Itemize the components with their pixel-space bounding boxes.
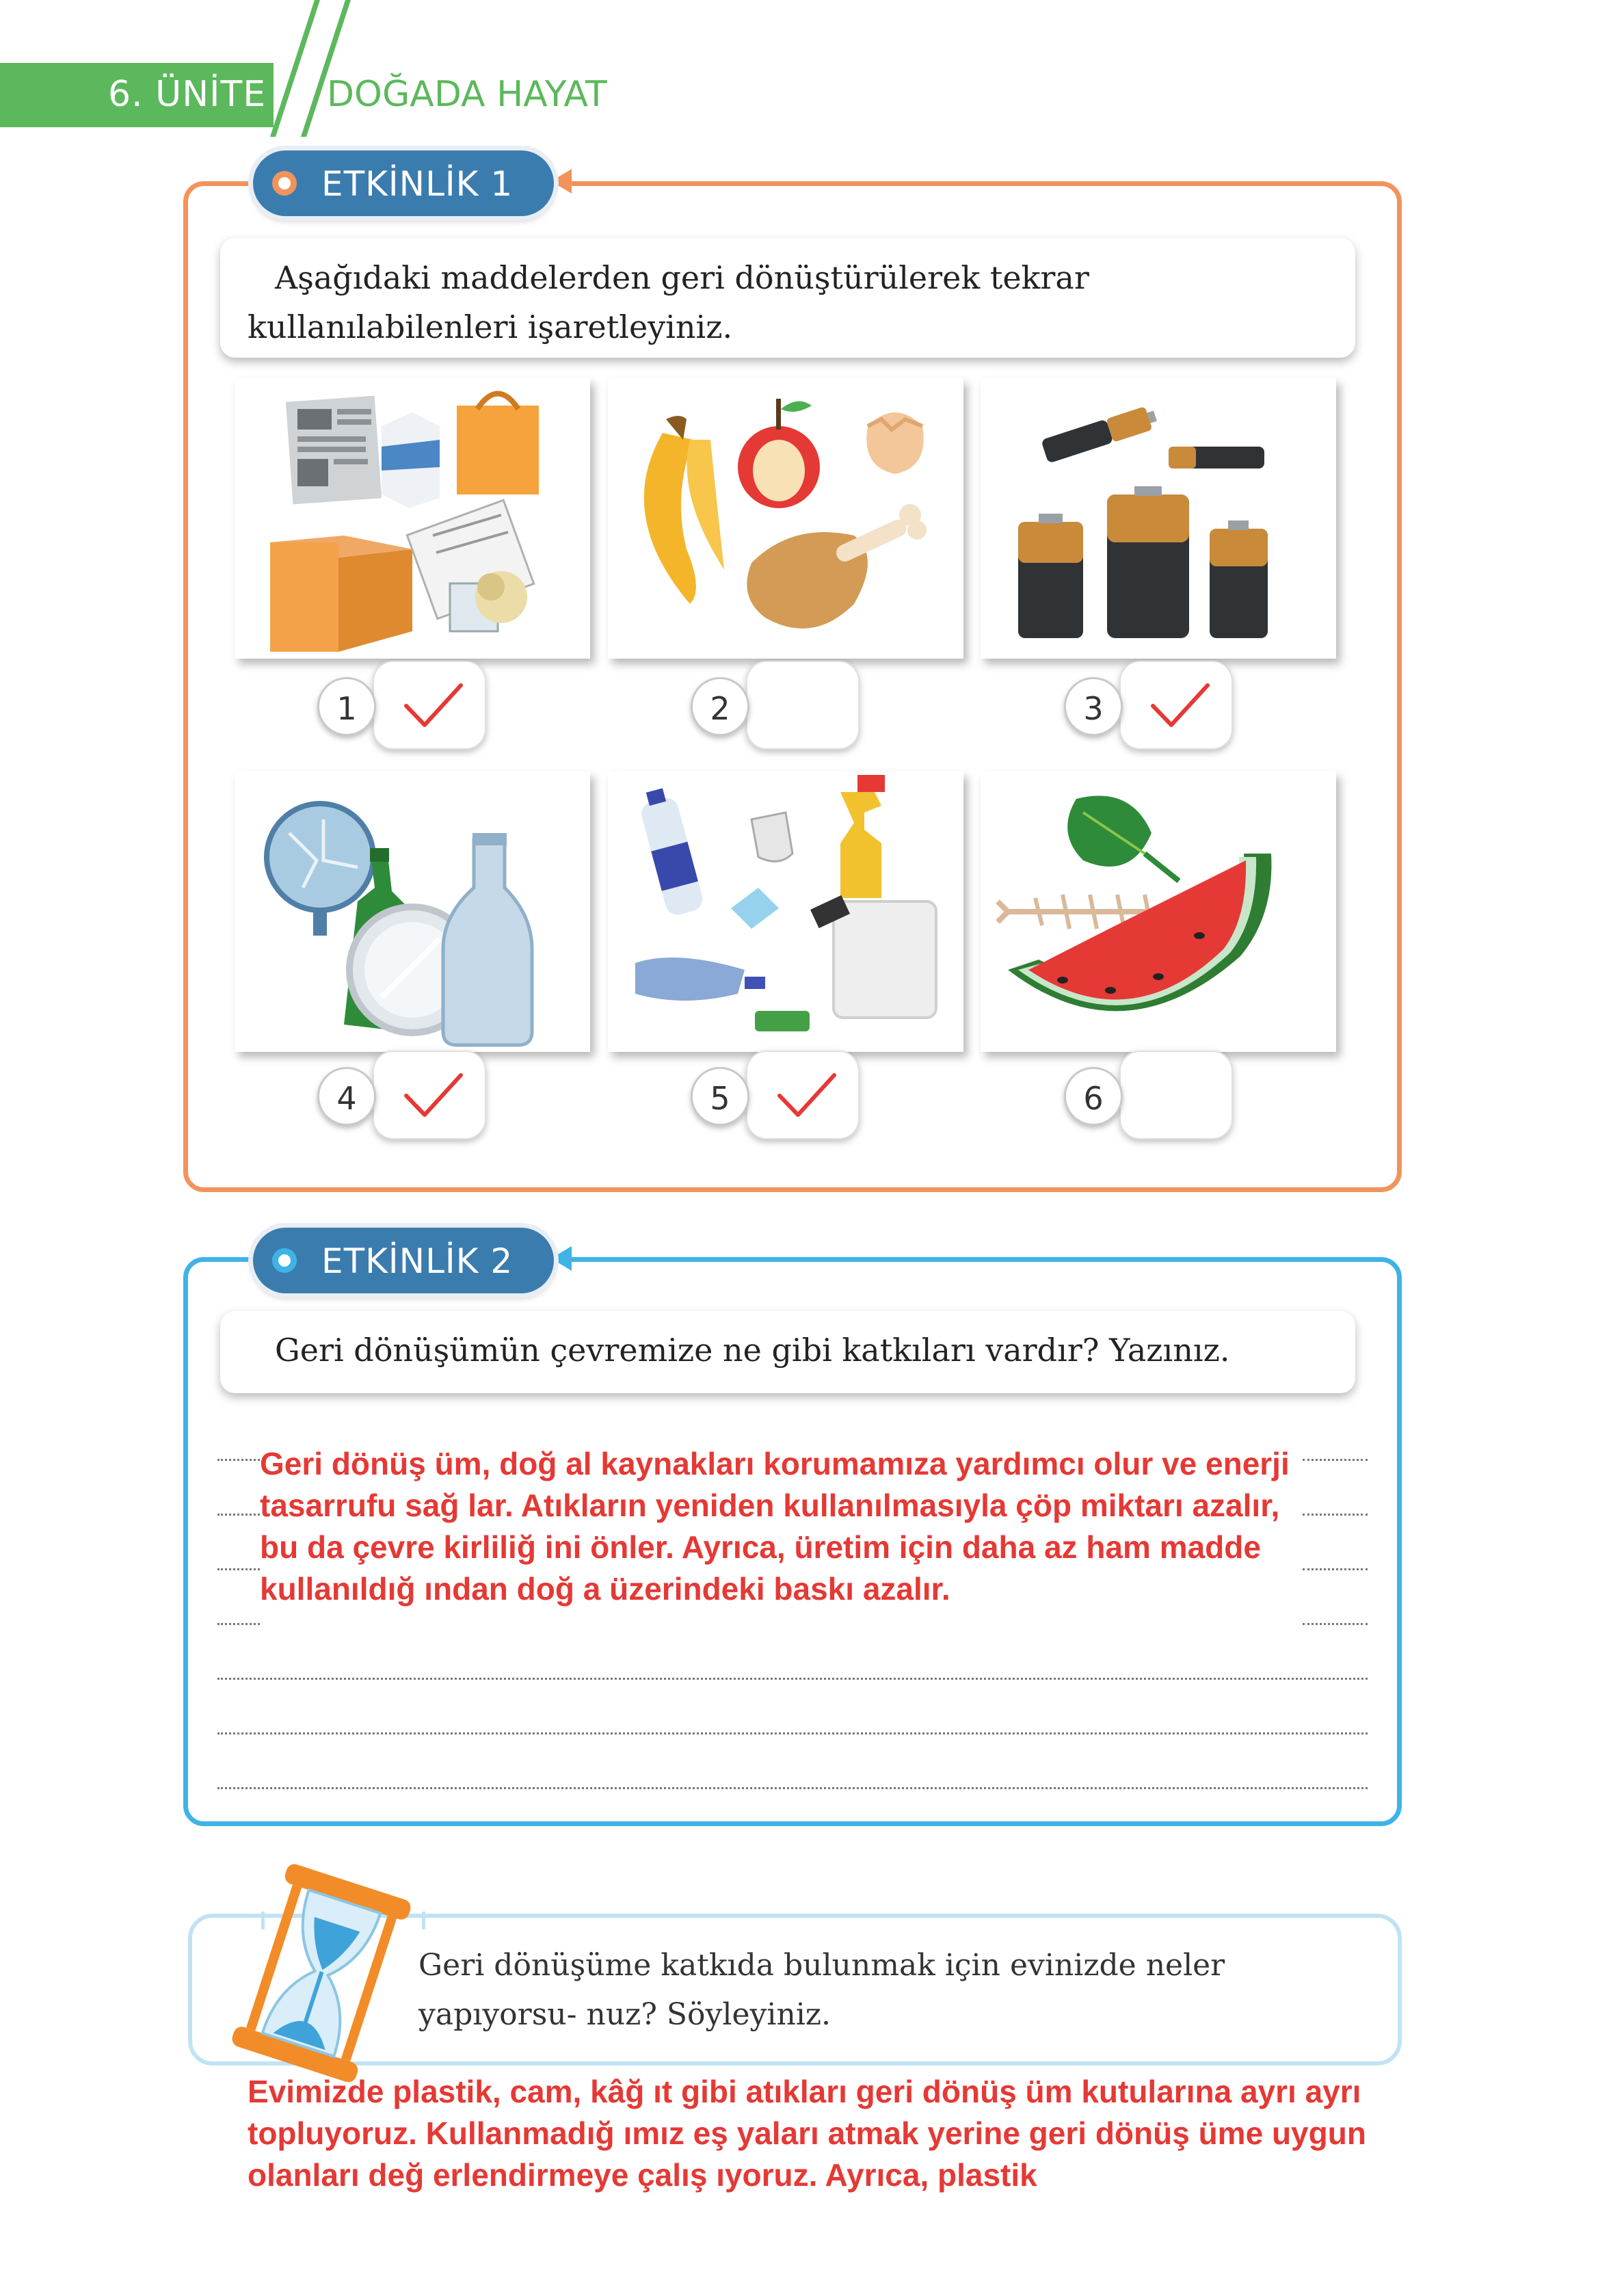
plastic-icon xyxy=(608,771,963,1052)
writing-line xyxy=(217,1459,260,1461)
item-checkbox-4[interactable] xyxy=(373,1051,486,1139)
item-image-3 xyxy=(981,378,1336,659)
checkmark-icon xyxy=(403,1068,464,1123)
discussion-answer[interactable]: Evimizde plastik, cam, kâğ ıt gibi atıkları geri dönüş üm kutularına ayrı ayrı topluyoruz. Kullanmadığ ımız eş yaları atmak yerine geri dönüş üme uygun olanları değ erlendirmeye çalış ıyoruz. Ayrıca, plastik xyxy=(248,2074,1366,2193)
item-checkbox-3[interactable] xyxy=(1119,661,1233,750)
writing-line xyxy=(217,1678,1368,1680)
item-number-6: 6 xyxy=(1064,1067,1123,1126)
item-image-6 xyxy=(981,771,1336,1052)
activity1-badge xyxy=(253,150,554,216)
item-image-5 xyxy=(608,771,963,1052)
item-checkbox-5[interactable] xyxy=(746,1051,860,1139)
organic-waste-icon xyxy=(608,378,963,659)
checkmark-icon xyxy=(776,1068,838,1123)
item-number-3: 3 xyxy=(1064,677,1123,736)
item-number-2: 2 xyxy=(691,677,749,736)
item-image-1 xyxy=(235,378,590,659)
unit-title: DOĞADA HAYAT xyxy=(327,74,607,115)
writing-line xyxy=(217,1787,1368,1789)
activity2-badge xyxy=(253,1228,554,1293)
item-checkbox-2[interactable] xyxy=(746,661,860,750)
writing-line xyxy=(217,1732,1368,1734)
activity2-answer[interactable]: Geri dönüş üm, doğ al kaynakları korumamıza yardımcı olur ve enerji tasarrufu sağ lar. Atıkların yeniden kullanılmasıyla çöp miktarı azalır, bu da çevre kirliliğ ini önler. Ayrıca, üretim için daha az ham madde kullanıldığ ından doğ a üzerindeki baskı azalır. xyxy=(260,1446,1290,1607)
activity1-label: ETKİNLİK 1 xyxy=(321,164,514,204)
activity2-label: ETKİNLİK 2 xyxy=(321,1241,514,1281)
arrow-left-icon xyxy=(551,1246,572,1271)
paper-cardboard-icon xyxy=(235,378,590,659)
item-image-2 xyxy=(608,378,963,659)
activity1-instruction: Aşağıdaki maddelerden geri dönüştürülerek tekrar kullanılabilenleri işaretleyiniz. xyxy=(220,238,1355,358)
writing-line xyxy=(217,1568,260,1570)
checkmark-icon xyxy=(1149,678,1211,733)
item-checkbox-6[interactable] xyxy=(1119,1051,1233,1139)
writing-line xyxy=(1303,1623,1368,1625)
writing-line xyxy=(1303,1568,1368,1570)
item-number-5: 5 xyxy=(691,1067,749,1126)
activity2-instruction: Geri dönüşümün çevremize ne gibi katkıları vardır? Yazınız. xyxy=(220,1311,1355,1393)
checkmark-icon xyxy=(403,678,464,733)
item-image-4 xyxy=(235,771,590,1052)
bullet-icon xyxy=(272,171,297,196)
arrow-left-icon xyxy=(551,169,572,194)
hourglass-icon xyxy=(229,1864,414,2083)
writing-line xyxy=(217,1514,260,1516)
batteries-icon xyxy=(981,378,1336,659)
unit-label: 6. ÜNİTE xyxy=(108,74,267,115)
writing-line xyxy=(1303,1514,1368,1516)
divider-tick xyxy=(422,1912,425,1929)
food-waste-icon xyxy=(981,771,1336,1052)
item-checkbox-1[interactable] xyxy=(373,661,486,750)
bullet-icon xyxy=(272,1248,297,1273)
item-number-1: 1 xyxy=(317,677,376,736)
discussion-question: Geri dönüşüme katkıda bulunmak için evinizde neler yapıyorsu- nuz? Söyleyiniz. xyxy=(418,1948,1225,2032)
writing-line xyxy=(1303,1459,1368,1461)
writing-line xyxy=(217,1623,260,1625)
glass-icon xyxy=(235,771,590,1052)
item-number-4: 4 xyxy=(317,1067,376,1126)
